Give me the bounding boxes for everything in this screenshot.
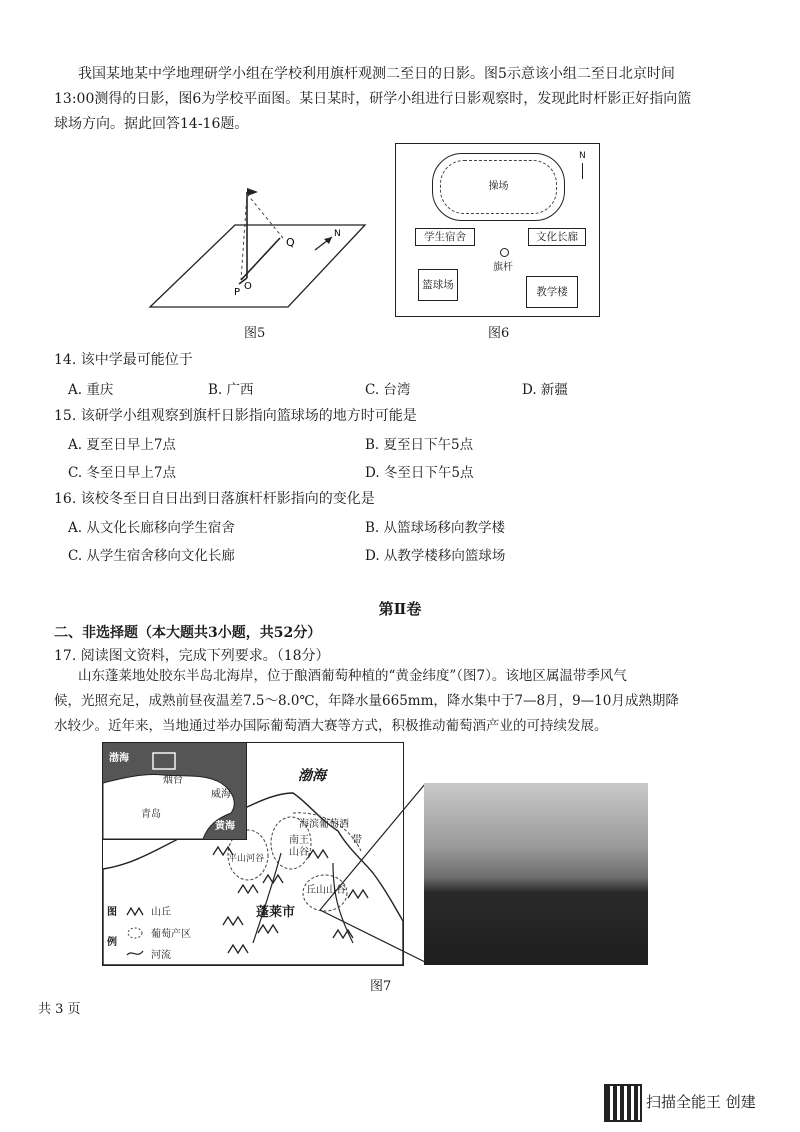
legend-title-1: 图 bbox=[107, 907, 117, 918]
map-coastal-belt-end: 带 bbox=[352, 835, 362, 846]
qr-code-icon bbox=[604, 1084, 642, 1122]
legend-symbols bbox=[123, 903, 153, 963]
legend-title-2: 例 bbox=[107, 937, 117, 948]
question-15-option-b: B. 夏至日下午5点 bbox=[365, 437, 474, 453]
passage-line-3: 水较少。近年来，当地通过举办国际葡萄酒大赛等方式，积极推动葡萄酒产业的可持续发展。 bbox=[54, 718, 608, 734]
figure-5-diagram bbox=[140, 180, 380, 315]
map-nanwang-1: 南王 bbox=[289, 835, 309, 846]
inset-yantai: 烟台 bbox=[163, 775, 183, 786]
figure-7-caption: 图7 bbox=[370, 979, 392, 994]
figure-6-school-map bbox=[395, 143, 600, 317]
flagpole-marker bbox=[500, 248, 509, 257]
legend-grape-icon bbox=[128, 928, 142, 938]
question-15-option-d: D. 冬至日下午5点 bbox=[365, 465, 474, 481]
teaching-building: 教学楼 bbox=[526, 276, 578, 308]
north-arrow-icon bbox=[582, 163, 583, 179]
basketball-court: 篮球场 bbox=[418, 269, 458, 301]
legend-hill: 山丘 bbox=[151, 907, 171, 918]
fig5-label-o: O bbox=[244, 281, 252, 292]
question-14-option-b: B. 广西 bbox=[208, 382, 254, 398]
dorm-building: 学生宿舍 bbox=[415, 228, 475, 246]
flagpole-label: 旗杆 bbox=[493, 262, 513, 273]
intro-line-1: 我国某地某中学地理研学小组在学校利用旗杆观测二至日的日影。图5示意该小组二至日北京时间 bbox=[78, 66, 675, 82]
fig5-label-q: Q bbox=[286, 236, 295, 249]
map-pingshan: 平山河谷 bbox=[228, 854, 265, 864]
fig5-label-p: P bbox=[234, 287, 241, 298]
passage-line-2: 候，光照充足，成熟前昼夜温差7.5～8.0℃，年降水量665mm，降水集中于7—8月，9—10月成熟期降 bbox=[54, 693, 679, 709]
intro-line-3: 球场方向。据此回答14-16题。 bbox=[54, 116, 249, 132]
inset-bohai: 渤海 bbox=[109, 753, 129, 764]
inset-qingdao: 青岛 bbox=[141, 809, 161, 820]
question-14-option-a: A. 重庆 bbox=[68, 382, 114, 398]
question-16-option-d: D. 从教学楼移向篮球场 bbox=[365, 548, 506, 564]
map-penglai: 蓬莱市 bbox=[256, 905, 296, 920]
figure-5-caption: 图5 bbox=[244, 326, 266, 341]
question-14-option-c: C. 台湾 bbox=[365, 382, 411, 398]
page-count: 共 3 页 bbox=[38, 1002, 81, 1017]
question-17-stem: 17. 阅读图文资料，完成下列要求。（18分） bbox=[54, 648, 330, 664]
question-15-option-a: A. 夏至日早上7点 bbox=[68, 437, 176, 453]
map-bohai: 渤海 bbox=[298, 768, 326, 784]
map-qiushan: 丘山山谷 bbox=[306, 885, 346, 896]
inset-huanghai: 黄海 bbox=[215, 821, 235, 832]
scanner-brand: 扫描全能王 创建 bbox=[646, 1093, 756, 1111]
question-16-option-a: A. 从文化长廊移向学生宿舍 bbox=[68, 520, 235, 536]
volume-title bbox=[0, 598, 800, 619]
legend-grape: 葡萄产区 bbox=[151, 929, 191, 940]
intro-line-2: 13:00测得的日影，图6为学校平面图。某日某时，研学小组进行日影观察时，发现此时杆影正好指向篮 bbox=[54, 91, 692, 107]
playground-label: 操场 bbox=[440, 160, 557, 214]
question-14-stem: 14. 该中学最可能位于 bbox=[54, 352, 193, 368]
map-nanwang-2: 山谷 bbox=[289, 847, 309, 858]
question-15-stem: 15. 该研学小组观察到旗杆日影指向篮球场的地方时可能是 bbox=[54, 408, 417, 424]
inset-weihai: 威海 bbox=[211, 789, 231, 800]
section-heading: 二、非选择题（本大题共3小题，共52分） bbox=[54, 625, 322, 641]
legend-hill-icon bbox=[127, 908, 143, 915]
fig5-label-n: N bbox=[334, 229, 341, 239]
question-16-option-b: B. 从篮球场移向教学楼 bbox=[365, 520, 506, 536]
culture-corridor: 文化长廊 bbox=[528, 228, 586, 246]
question-16-stem: 16. 该校冬至日自日出到日落旗杆杆影指向的变化是 bbox=[54, 491, 375, 507]
map-coastal-belt: 海滨葡萄酒 bbox=[299, 819, 349, 830]
figure-7-connector bbox=[300, 780, 430, 970]
vineyard-photo bbox=[424, 783, 648, 965]
question-16-option-c: C. 从学生宿舍移向文化长廊 bbox=[68, 548, 235, 564]
figure-6-caption: 图6 bbox=[488, 326, 510, 341]
question-14-option-d: D. 新疆 bbox=[522, 382, 568, 398]
question-15-option-c: C. 冬至日早上7点 bbox=[68, 465, 177, 481]
passage-line-1: 山东蓬莱地处胶东半岛北海岸，位于酿酒葡萄种植的“黄金纬度”（图7）。该地区属温带季风气 bbox=[78, 668, 627, 684]
legend-river-icon bbox=[127, 951, 143, 955]
inset-map bbox=[103, 743, 247, 840]
legend-river: 河流 bbox=[151, 950, 171, 961]
north-label: N bbox=[579, 151, 586, 161]
volume-title-text: 第Ⅱ卷 bbox=[378, 600, 422, 618]
